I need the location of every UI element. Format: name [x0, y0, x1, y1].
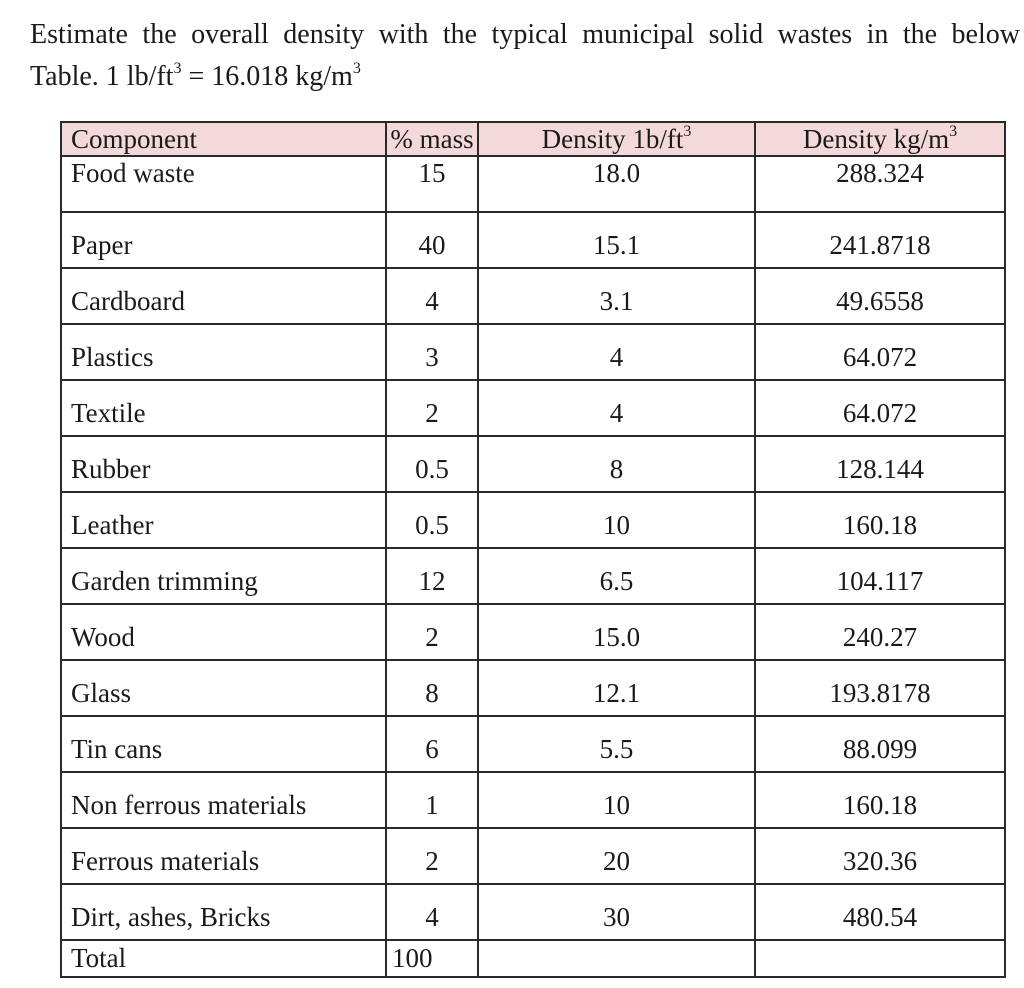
cell-mass-text: 8	[425, 678, 439, 708]
cell-mass	[386, 884, 478, 940]
cell-density-kg-text: 104.117	[836, 566, 924, 596]
question-line-2-prefix: Table. 1 lb/ft	[30, 61, 174, 92]
header-density-lb-text: Density 1b/ft	[541, 124, 684, 154]
cell-component	[61, 660, 386, 716]
cell-density-lb-text: 4	[609, 342, 624, 372]
cell-component	[61, 268, 386, 324]
cell-mass	[386, 772, 478, 828]
cell-density-kg-text: 320.36	[842, 846, 918, 876]
cell-mass-text: 4	[425, 902, 439, 932]
cell-density-lb	[478, 884, 755, 940]
cell-density-lb-text: 15.1	[592, 230, 641, 260]
cell-component-text: Rubber	[71, 454, 151, 484]
cell-component	[61, 884, 386, 940]
header-density-lb	[478, 122, 755, 156]
cell-component	[61, 828, 386, 884]
table-row	[61, 492, 1005, 548]
table-row	[61, 268, 1005, 324]
superscript: 3	[683, 123, 692, 140]
cell-mass	[386, 548, 478, 604]
cell-component	[61, 324, 386, 380]
cell-density-kg	[755, 604, 1005, 660]
cell-density-lb	[478, 324, 755, 380]
cell-component	[61, 604, 386, 660]
cell-mass-text: 15	[418, 158, 446, 188]
cell-component-text: Ferrous materials	[71, 846, 260, 876]
cell-density-lb-text: 10	[603, 790, 630, 820]
cell-mass-text: 6	[425, 734, 439, 764]
cell-density-lb-text: 10	[603, 510, 630, 540]
table-row	[61, 156, 1005, 212]
cell-density-kg	[755, 716, 1005, 772]
cell-density-kg-text: 480.54	[842, 902, 918, 932]
cell-mass	[386, 324, 478, 380]
header-density-kg	[755, 122, 1005, 156]
cell-component	[61, 436, 386, 492]
total-density-kg	[755, 940, 1005, 977]
table-row	[61, 436, 1005, 492]
cell-density-kg-text: 88.099	[842, 734, 918, 764]
cell-density-lb-text: 8	[609, 454, 624, 484]
cell-density-lb-text: 4	[609, 398, 624, 428]
cell-mass-text: 4	[425, 286, 439, 316]
question-text	[30, 14, 1020, 98]
cell-density-kg-text: 240.27	[842, 622, 918, 652]
cell-mass-text: 0.5	[415, 510, 449, 540]
cell-mass	[386, 492, 478, 548]
superscript: 3	[352, 60, 361, 77]
cell-density-lb	[478, 828, 755, 884]
cell-density-kg	[755, 268, 1005, 324]
cell-component	[61, 492, 386, 548]
cell-density-lb	[478, 380, 755, 436]
cell-mass	[386, 156, 478, 212]
cell-density-lb-text: 30	[603, 902, 630, 932]
cell-density-kg-text: 64.072	[842, 398, 918, 428]
cell-density-kg-text: 160.18	[842, 510, 918, 540]
cell-density-lb-text: 12.1	[592, 678, 641, 708]
cell-density-lb	[478, 212, 755, 268]
cell-density-lb	[478, 716, 755, 772]
total-label	[61, 940, 386, 977]
cell-mass	[386, 660, 478, 716]
cell-density-kg-text: 49.6558	[836, 286, 924, 316]
total-mass	[386, 940, 478, 977]
cell-density-lb	[478, 548, 755, 604]
waste-density-table	[60, 121, 1006, 978]
cell-density-lb	[478, 492, 755, 548]
cell-mass-text: 12	[418, 566, 446, 596]
cell-density-kg	[755, 492, 1005, 548]
cell-mass-text: 0.5	[415, 454, 449, 484]
cell-component-text: Textile	[71, 398, 146, 428]
total-mass-text: 100	[392, 943, 433, 973]
cell-component	[61, 156, 386, 212]
header-density-kg-text: Density kg/m	[802, 124, 950, 154]
superscript: 3	[949, 123, 958, 140]
table-row	[61, 212, 1005, 268]
question-line-2-mid: = 16.018 kg/m	[181, 61, 353, 92]
question-line-1: Estimate the overall density with the typical municipal solid wastes in the below	[30, 19, 1020, 50]
cell-density-kg	[755, 548, 1005, 604]
cell-density-kg-text: 160.18	[842, 790, 918, 820]
cell-mass	[386, 212, 478, 268]
cell-density-kg	[755, 324, 1005, 380]
table-total-row	[61, 940, 1005, 977]
table-header-row	[61, 122, 1005, 156]
cell-density-lb-text: 18.0	[592, 158, 641, 188]
cell-density-lb-text: 5.5	[599, 734, 634, 764]
cell-density-kg	[755, 436, 1005, 492]
cell-component-text: Food waste	[71, 158, 195, 188]
cell-mass	[386, 268, 478, 324]
cell-component-text: Garden trimming	[71, 566, 258, 596]
total-density-lb	[478, 940, 755, 977]
cell-component-text: Non ferrous materials	[71, 790, 307, 820]
cell-density-lb	[478, 156, 755, 212]
cell-density-lb	[478, 268, 755, 324]
cell-density-kg-text: 193.8178	[829, 678, 931, 708]
cell-density-kg	[755, 884, 1005, 940]
cell-component-text: Paper	[71, 230, 133, 260]
cell-mass-text: 2	[425, 622, 439, 652]
cell-density-kg-text: 241.8718	[829, 230, 931, 260]
cell-density-lb	[478, 436, 755, 492]
cell-component	[61, 772, 386, 828]
table-row	[61, 884, 1005, 940]
cell-density-kg	[755, 660, 1005, 716]
cell-component-text: Leather	[71, 510, 154, 540]
cell-component-text: Dirt, ashes, Bricks	[71, 902, 271, 932]
cell-mass-text: 2	[425, 398, 439, 428]
cell-density-kg-text: 64.072	[842, 342, 918, 372]
cell-component-text: Glass	[71, 678, 131, 708]
table-row	[61, 324, 1005, 380]
question-line-2	[30, 56, 1020, 98]
cell-component	[61, 716, 386, 772]
cell-mass	[386, 828, 478, 884]
cell-mass	[386, 716, 478, 772]
table-row	[61, 828, 1005, 884]
header-mass: % mass	[386, 122, 478, 156]
table-row	[61, 380, 1005, 436]
cell-component-text: Wood	[71, 622, 135, 652]
cell-density-lb	[478, 772, 755, 828]
cell-density-kg	[755, 156, 1005, 212]
table-row	[61, 660, 1005, 716]
cell-density-kg-text: 288.324	[836, 158, 924, 188]
cell-density-kg	[755, 772, 1005, 828]
table-row	[61, 716, 1005, 772]
cell-density-lb-text: 15.0	[592, 622, 641, 652]
cell-component	[61, 380, 386, 436]
cell-mass-text: 1	[425, 790, 439, 820]
cell-component-text: Tin cans	[71, 734, 163, 764]
cell-component	[61, 212, 386, 268]
cell-mass	[386, 436, 478, 492]
cell-density-lb-text: 6.5	[599, 566, 634, 596]
cell-density-lb	[478, 660, 755, 716]
cell-mass-text: 3	[425, 342, 439, 372]
table-row	[61, 604, 1005, 660]
cell-mass-text: 2	[425, 846, 439, 876]
cell-density-lb	[478, 604, 755, 660]
cell-density-kg	[755, 828, 1005, 884]
superscript: 3	[173, 60, 182, 77]
cell-density-lb-text: 20	[603, 846, 630, 876]
cell-component	[61, 548, 386, 604]
header-component: Component	[61, 122, 386, 156]
cell-mass	[386, 380, 478, 436]
cell-density-kg	[755, 380, 1005, 436]
cell-mass	[386, 604, 478, 660]
table-row	[61, 772, 1005, 828]
cell-component-text: Plastics	[71, 342, 154, 372]
cell-density-kg-text: 128.144	[836, 454, 924, 484]
total-label-text: Total	[71, 943, 127, 973]
cell-density-lb-text: 3.1	[599, 286, 634, 316]
table-row	[61, 548, 1005, 604]
cell-density-kg	[755, 212, 1005, 268]
cell-mass-text: 40	[418, 230, 446, 260]
cell-component-text: Cardboard	[71, 286, 185, 316]
